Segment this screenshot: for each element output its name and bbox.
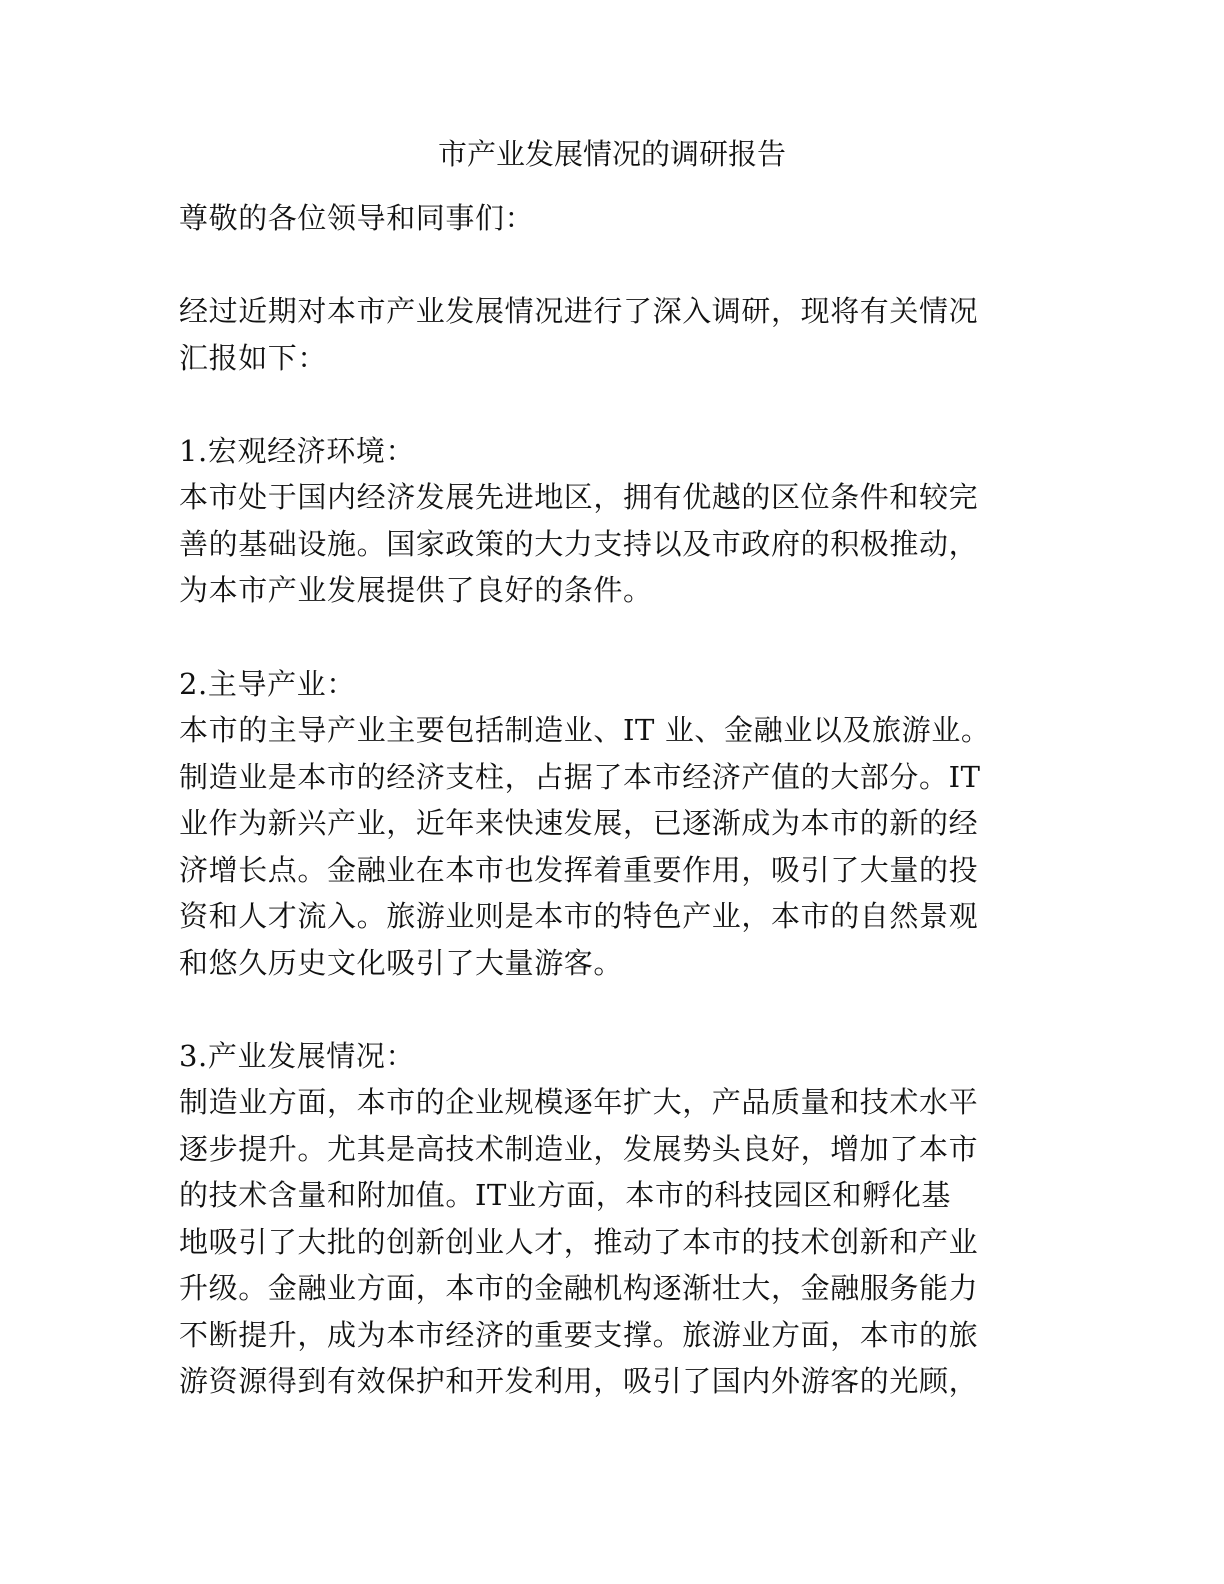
body-line: 制造业方面，本市的企业规模逐年扩大，产品质量和技术水平 (179, 1085, 979, 1119)
section-heading-3: 3.产业发展情况： (179, 1039, 416, 1073)
body-line: 制造业是本市的经济支柱，占据了本市经济产值的大部分。IT (179, 760, 981, 794)
body-line: 升级。金融业方面，本市的金融机构逐渐壮大，金融服务能力 (179, 1271, 979, 1305)
body-line: 为本市产业发展提供了良好的条件。 (179, 573, 653, 607)
body-line: 业作为新兴产业，近年来快速发展，已逐渐成为本市的新的经 (179, 806, 979, 840)
body-line: 逐步提升。尤其是高技术制造业，发展势头良好，增加了本市 (179, 1132, 979, 1166)
intro-line: 经过近期对本市产业发展情况进行了深入调研，现将有关情况 (179, 294, 979, 328)
body-line: 资和人才流入。旅游业则是本市的特色产业，本市的自然景观 (179, 899, 979, 933)
section-heading-1: 1.宏观经济环境： (179, 434, 416, 468)
intro-line: 汇报如下： (179, 341, 328, 375)
body-line: 善的基础设施。国家政策的大力支持以及市政府的积极推动， (179, 527, 979, 561)
document-title: 市产业发展情况的调研报告 (437, 137, 786, 171)
section-heading-2: 2.主导产业： (179, 667, 356, 701)
body-line: 游资源得到有效保护和开发利用，吸引了国内外游客的光顾， (179, 1364, 979, 1398)
body-line: 和悠久历史文化吸引了大量游客。 (179, 946, 624, 980)
body-line: 本市的主导产业主要包括制造业、IT 业、金融业以及旅游业。 (179, 713, 991, 747)
body-line: 济增长点。金融业在本市也发挥着重要作用，吸引了大量的投 (179, 853, 979, 887)
body-line: 不断提升，成为本市经济的重要支撑。旅游业方面，本市的旅 (179, 1318, 979, 1352)
body-line: 地吸引了大批的创新创业人才，推动了本市的技术创新和产业 (179, 1225, 979, 1259)
salutation: 尊敬的各位领导和同事们： (179, 201, 535, 235)
body-line: 的技术含量和附加值。IT业方面，本市的科技园区和孵化基 (179, 1178, 951, 1212)
body-line: 本市处于国内经济发展先进地区，拥有优越的区位条件和较完 (179, 480, 979, 514)
